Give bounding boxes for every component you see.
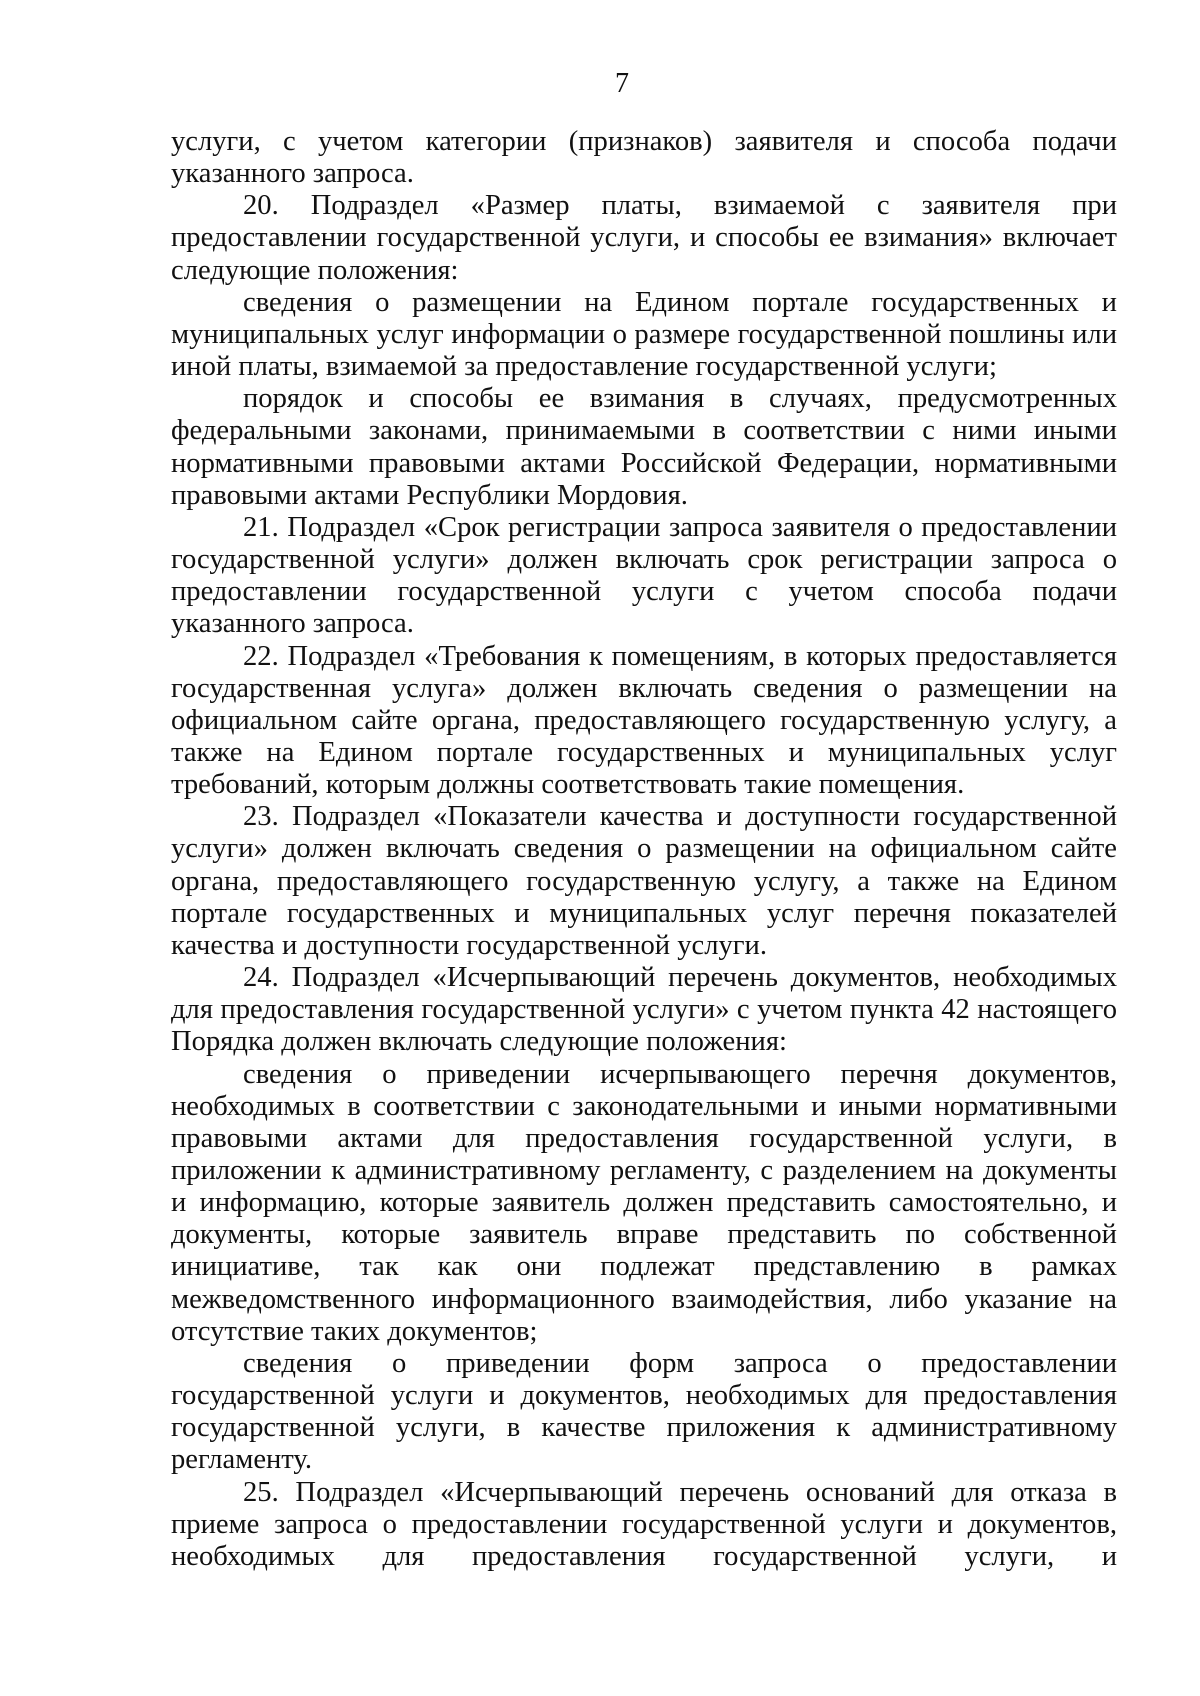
paragraph-item-23: 23. Подраздел «Показатели качества и доступности государственной услуги» должен включать сведения о размещении на официальном сайте органа, предоставляющего государственную услугу, а также на Едином портале государственных и муниципальных услуг перечня показателей качества и доступности государственной услуги. bbox=[171, 801, 1117, 961]
paragraph-payment-procedure: порядок и способы ее взимания в случаях, предусмотренных федеральными законами, принимаемыми в соответствии с ними иными нормативными правовыми актами Российской Федерации, нормативными правовыми актами Республики Мордовия. bbox=[171, 383, 1117, 511]
paragraph-continuation: услуги, с учетом категории (признаков) заявителя и способа подачи указанного запроса. bbox=[171, 126, 1117, 190]
paragraph-payment-info: сведения о размещении на Едином портале государственных и муниципальных услуг информации о размере государственной пошлины или иной платы, взимаемой за предоставление государственной услуги; bbox=[171, 286, 1117, 383]
paragraph-item-25: 25. Подраздел «Исчерпывающий перечень оснований для отказа в приеме запроса о предоставлении государственной услуги и документов, необходимых для предоставления государственной услуги, и bbox=[171, 1476, 1117, 1572]
paragraph-item-21: 21. Подраздел «Срок регистрации запроса заявителя о предоставлении государственной услуги» должен включать срок регистрации запроса о предоставлении государственной услуги с учетом способа подачи указанного запроса. bbox=[171, 511, 1117, 640]
document-body bbox=[171, 126, 1117, 1573]
paragraph-documents-list: сведения о приведении исчерпывающего перечня документов, необходимых в соответствии с законодательными и иными нормативными правовыми актами для предоставления государственной услуги, в приложении к административному регламенту, с разделением на документы и информацию, которые заявитель должен представить самостоятельно, и документы, которые заявитель вправе представить по собственной инициативе, так как они подлежат представлению в рамках межведомственного информационного взаимодействия, либо указание на отсутствие таких документов; bbox=[171, 1058, 1117, 1347]
paragraph-item-24: 24. Подраздел «Исчерпывающий перечень документов, необходимых для предоставления государственной услуги» с учетом пункта 42 настоящего Порядка должен включать следующие положения: bbox=[171, 962, 1117, 1058]
paragraph-item-22: 22. Подраздел «Требования к помещениям, в которых предоставляется государственная услуга» должен включать сведения о размещении на официальном сайте органа, предоставляющего государственную услугу, а также на Едином портале государственных и муниципальных услуг требований, которым должны соответствовать такие помещения. bbox=[171, 640, 1117, 801]
paragraph-item-20: 20. Подраздел «Размер платы, взимаемой с заявителя при предоставлении государственной услуги, и способы ее взимания» включает следующие положения: bbox=[171, 190, 1117, 286]
paragraph-request-forms: сведения о приведении форм запроса о предоставлении государственной услуги и документов, необходимых для предоставления государственной услуги, в качестве приложения к административному регламенту. bbox=[171, 1347, 1117, 1476]
page-number: 7 bbox=[615, 68, 629, 99]
